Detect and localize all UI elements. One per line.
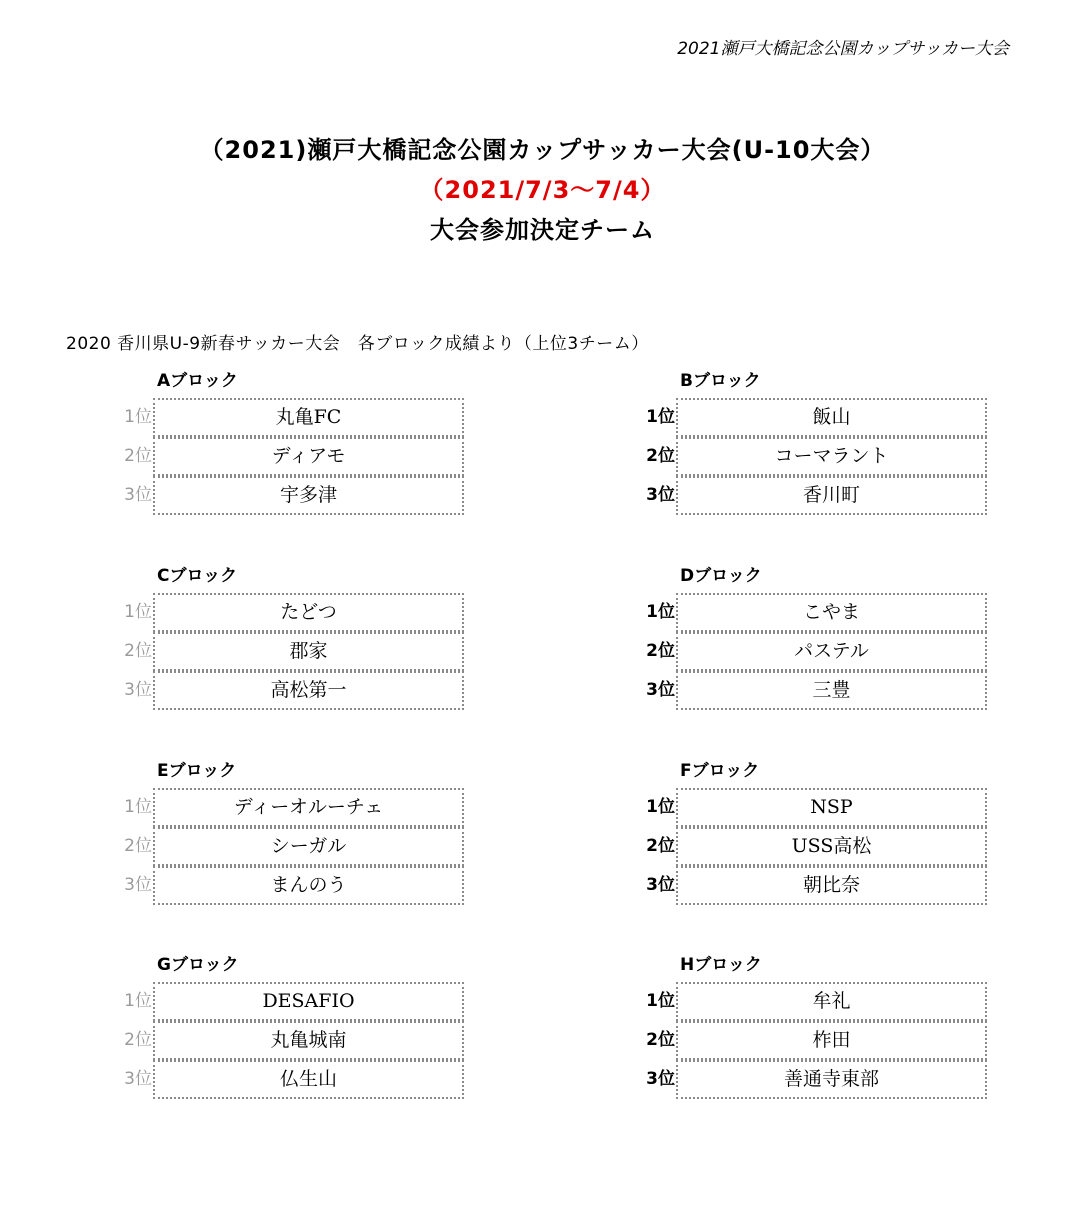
event-dates: （2021/7/3～7/4） (419, 176, 666, 204)
section-title: 大会参加決定チーム (430, 216, 655, 244)
team-cell: 郡家 (153, 632, 464, 671)
rank-row (120, 437, 480, 476)
rank-row (120, 827, 480, 866)
team-cell: 宇多津 (153, 476, 464, 515)
main-title: （2021)瀬戸大橋記念公園カップサッカー大会(U-10大会） (199, 136, 886, 164)
rank-row (643, 632, 1003, 671)
rank-label: 3位 (124, 875, 152, 895)
rank-row (643, 1021, 1003, 1060)
rank-label: 3位 (124, 1069, 152, 1089)
rank-label: 2位 (646, 1030, 675, 1050)
team-cell: 丸亀城南 (153, 1021, 464, 1060)
team-cell: ディアモ (153, 437, 464, 476)
block-name: Cブロック (157, 566, 238, 586)
rank-row (643, 1060, 1003, 1099)
rank-row (643, 827, 1003, 866)
rank-row (120, 788, 480, 827)
rank-label: 3位 (646, 485, 675, 505)
rank-label: 2位 (646, 641, 675, 661)
team-cell: 飯山 (676, 398, 987, 437)
rank-row (643, 476, 1003, 515)
rank-label: 2位 (646, 446, 675, 466)
rank-label: 2位 (124, 1030, 152, 1050)
team-cell: 朝比奈 (676, 866, 987, 905)
team-cell: 仏生山 (153, 1060, 464, 1099)
block-name: Eブロック (157, 761, 237, 781)
team-cell: こやま (676, 593, 987, 632)
rank-label: 3位 (646, 875, 675, 895)
subtitle: 2020 香川県U-9新春サッカー大会 各ブロック成績より（上位3チーム） (66, 334, 649, 354)
rank-row (643, 866, 1003, 905)
rank-row (120, 632, 480, 671)
rank-row (120, 982, 480, 1021)
rank-row (120, 398, 480, 437)
team-cell: 三豊 (676, 671, 987, 710)
header-right-title: 2021瀬戸大橋記念公園カップサッカー大会 (677, 39, 1009, 59)
block-name: Aブロック (157, 371, 238, 391)
block-name: Bブロック (680, 371, 761, 391)
team-cell: 丸亀FC (153, 398, 464, 437)
block-name: Dブロック (680, 566, 762, 586)
team-cell: ディーオルーチェ (153, 788, 464, 827)
rank-label: 1位 (646, 602, 675, 622)
block-name: Gブロック (157, 955, 239, 975)
rank-row (643, 437, 1003, 476)
team-cell: NSP (676, 788, 987, 827)
rank-label: 1位 (646, 407, 675, 427)
team-cell: たどつ (153, 593, 464, 632)
rank-label: 3位 (124, 485, 152, 505)
rank-row (120, 1060, 480, 1099)
rank-label: 3位 (124, 680, 152, 700)
block-name: Hブロック (680, 955, 762, 975)
rank-label: 1位 (124, 797, 152, 817)
team-cell: まんのう (153, 866, 464, 905)
rank-label: 3位 (646, 1069, 675, 1089)
team-cell: コーマラント (676, 437, 987, 476)
team-cell: シーガル (153, 827, 464, 866)
rank-label: 1位 (646, 991, 675, 1011)
rank-label: 1位 (124, 407, 152, 427)
rank-label: 3位 (646, 680, 675, 700)
rank-label: 1位 (646, 797, 675, 817)
rank-label: 1位 (124, 602, 152, 622)
rank-row (120, 1021, 480, 1060)
rank-label: 1位 (124, 991, 152, 1011)
rank-row (120, 866, 480, 905)
rank-label: 2位 (124, 641, 152, 661)
team-cell: 善通寺東部 (676, 1060, 987, 1099)
team-cell: 柞田 (676, 1021, 987, 1060)
rank-row (643, 788, 1003, 827)
rank-label: 2位 (124, 836, 152, 856)
rank-row (643, 398, 1003, 437)
rank-label: 2位 (646, 836, 675, 856)
team-cell: DESAFIO (153, 982, 464, 1021)
rank-row (120, 593, 480, 632)
team-cell: パステル (676, 632, 987, 671)
rank-row (643, 982, 1003, 1021)
team-cell: 牟礼 (676, 982, 987, 1021)
rank-row (120, 671, 480, 710)
block-name: Fブロック (680, 761, 760, 781)
team-cell: 香川町 (676, 476, 987, 515)
title-block (0, 130, 1085, 250)
team-cell: USS高松 (676, 827, 987, 866)
rank-row (120, 476, 480, 515)
rank-row (643, 593, 1003, 632)
rank-label: 2位 (124, 446, 152, 466)
team-cell: 高松第一 (153, 671, 464, 710)
rank-row (643, 671, 1003, 710)
